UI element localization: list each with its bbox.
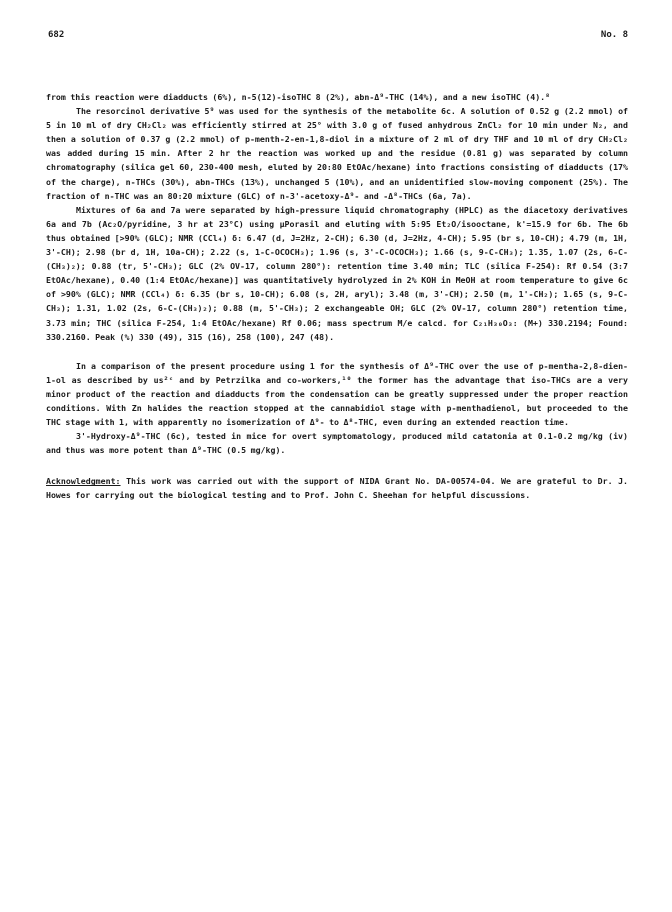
acknowledgment bbox=[46, 474, 628, 502]
running-header bbox=[48, 30, 628, 40]
paragraph-separation: Mixtures of 6a and 7a were separated by high-pressure liquid chromatography (HPLC) as the diacetoxy derivatives 6a and 7b (Ac₂O/pyridine, 3 hr at 23°C) using μPorasil and eluting with 5:95 Et₂O/isooctane, k'=15.9 for 6b. The 6b thus obtained [>90% (GLC); NMR (CCl₄) δ: 6.47 (d, J=2Hz, 2-CH); 6.30 (d, J=2Hz, 4-CH); 5.95 (br s, 10-CH); 4.79 (m, 1H, 3'-CH); 2.98 (br d, 1H, 10a-CH); 2.22 (s, 1-C-OCOCH₃); 1.96 (s, 3'-C-OCOCH₃); 1.66 (s, 9-C-CH₃); 1.35, 1.07 (2s, 6-C-(CH₃)₂); 0.88 (tr, 5'-CH₃); GLC (2% OV-17, column 280°): retention time 3.40 min; TLC (silica F-254): Rf 0.54 (3:7 EtOAc/hexane), 0.40 (1:4 EtOAc/hexane)] was quantitatively hydrolyzed in 2% KOH in MeOH at room temperature to give 6c of >90% (GLC); NMR (CCl₄) δ: 6.35 (br s, 10-CH); 6.08 (s, 2H, aryl); 3.48 (m, 3'-CH); 2.50 (m, 1'-CH₂); 1.65 (s, 9-C-CH₃); 1.31, 1.02 (2s, 6-C-(CH₃)₂); 0.88 (m, 5'-CH₃); 2 exchangeable OH; GLC (2% OV-17, column 280°) retention time, 3.73 min; THC (silica F-254, 1:4 EtOAc/hexane) Rf 0.06; mass spectrum M/e calcd. for C₂₁H₃₀O₃: (M+) 330.2194; Found: 330.2160. Peak (%) 330 (49), 315 (16), 258 (100), 247 (48). bbox=[46, 204, 628, 342]
paragraph-comparison: In a comparison of the present procedure using 1 for the synthesis of Δ⁹-THC over the use of p-mentha-2,8-dien-1-ol as described by us²ᶜ and by Petrzilka and co-workers,¹⁰ the former has the advantage that iso-THCs are a very minor product of the reaction and diadducts from the condensation can be greatly suppressed under the proper reaction conditions. With Zn halides the reaction stopped at the cannabidiol stage with p-menthadienol, but proceeded to the THC stage with 1, with apparently no isomerization of Δ⁹- to Δ⁸-THC, even during an extended reaction time. bbox=[46, 360, 628, 428]
paragraph-synthesis: The resorcinol derivative 5⁹ was used for the synthesis of the metabolite 6c. A solution of 0.52 g (2.2 mmol) of 5 in 10 ml of dry CH₂Cl₂ was efficiently stirred at 25° with 3.0 g of fused anhydrous ZnCl₂ for 10 min under N₂, and then a solution of 0.37 g (2.2 mmol) of p-menth-2-en-1,8-diol in a mixture of 2 ml of dry THF and 10 ml of dry CH₂Cl₂ was added during 15 min. After 2 hr the reaction was worked up and the residue (0.81 g) was separated by column chromatography (silica gel 60, 230-400 mesh, eluted by 20:80 EtOAc/hexane) into fractions consisting of diadducts (17% of the charge), n-THCs (30%), abn-THCs (13%), unchanged 5 (10%), and an unidentified slow-moving component (25%). The fraction of n-THC was an 80:20 mixture (GLC) of n-3'-acetoxy-Δ⁹- and -Δ⁸-THCs (6a, 7a). bbox=[46, 106, 628, 201]
paragraph-potency: 3'-Hydroxy-Δ⁹-THC (6c), tested in mice for overt symptomatology, produced mild catatonia at 0.1-0.2 mg/kg (iv) and thus was more potent than Δ⁹-THC (0.5 mg/kg). bbox=[46, 431, 628, 456]
acknowledgment-label: Acknowledgment: bbox=[46, 476, 121, 487]
acknowledgment-text: This work was carried out with the support of NIDA Grant No. DA-00574-04. We are grateful to Dr. J. Howes for carrying out the biological testing and to Prof. John C. Sheehan for helpful discussions. bbox=[46, 476, 629, 501]
paragraph-continuation: from this reaction were diadducts (6%), n-5(12)-isoTHC 8 (2%), abn-Δ⁹-THC (14%), and a new isoTHC (4).⁸ bbox=[46, 92, 551, 102]
issue-number: No. 8 bbox=[600, 30, 628, 40]
page-number: 682 bbox=[48, 30, 65, 40]
article-body bbox=[46, 90, 628, 503]
